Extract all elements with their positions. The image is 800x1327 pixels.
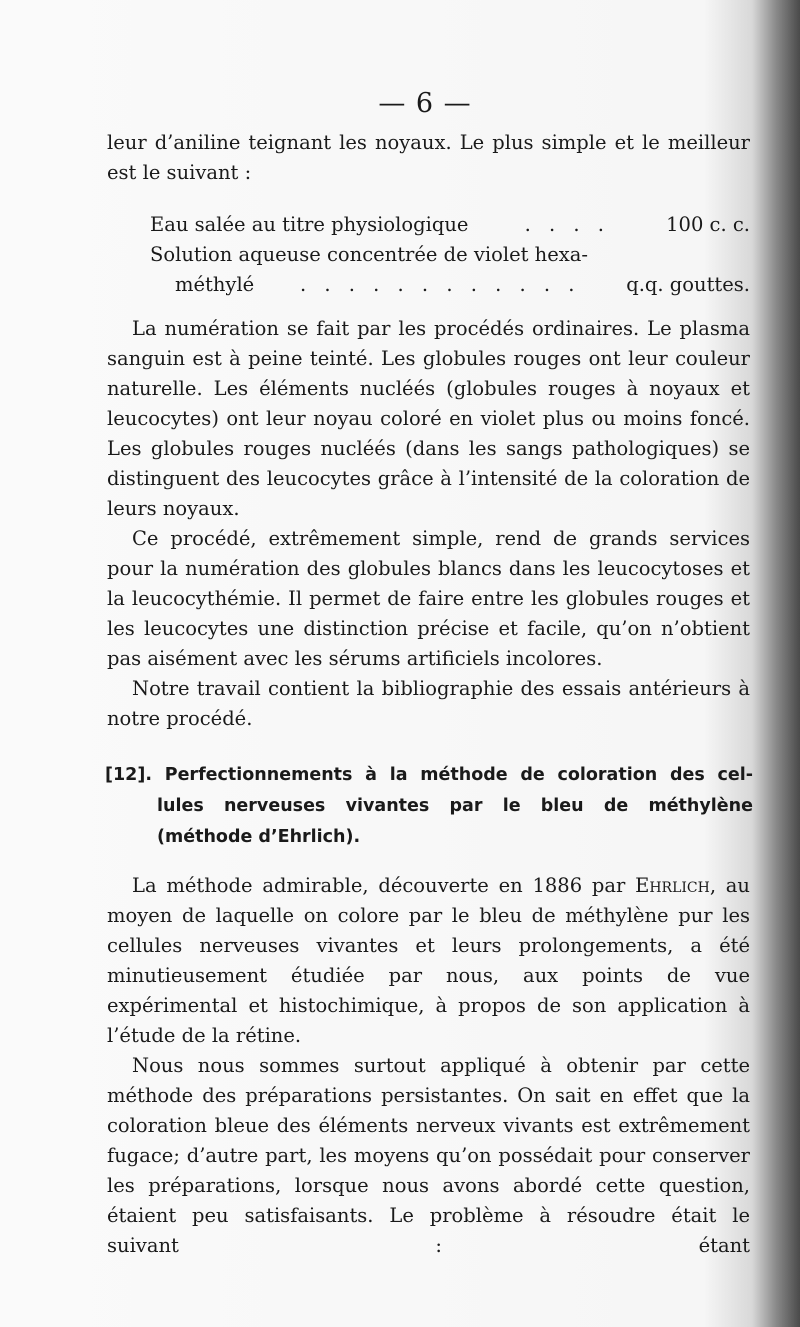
paragraph-ehrlich-method [107,871,750,1051]
recipe-item-quantity: 100 c. c. [666,213,750,236]
paragraph-bibliography: Notre travail contient la bibliographie des essais antérieurs à notre procédé. [107,677,750,730]
recipe-item-violet-line2 [150,270,750,300]
author-name: Ehrlich [635,874,710,897]
paragraph-numeration: La numération se fait par les procédés ordinaires. Le plasma sanguin est à peine teinté. Les globules rouges ont leur couleur naturelle. Les éléments nucléés (globules rouges à noyaux et leucocytes) ont leur noyau coloré en violet plus ou moins foncé. Les globules rouges nucléés (dans les sangs pathologiques) se distinguent des leucocytes grâce à l’intensité de la coloration de leurs noyaux. [107,317,750,520]
page-number: — 6 — [378,88,472,119]
body-text-block [107,314,750,734]
recipe-item-name: Eau salée au titre physiologique [150,213,469,236]
paragraph-procedure: Ce procédé, extrêmement simple, rend de grands services pour la numération des globules blancs dans les leucocytoses et la leucocythémie. Il permet de faire entre les globules rouges et les leucocytes une distinction précise et facile, qu’on n’obtient pas aisément avec les sérums artificiels incolores. [107,527,750,670]
section-body-block [107,871,750,1261]
text-run: , au moyen de laquelle on colore par le bleu de méthylène pur les cellules nerveuses vivantes et leurs prolongements, a été minutieusement étudiée par nous, aux points de vue expérimental et histochimique, à propos de son application à l’étude de la rétine. [107,874,750,1047]
section-heading-line2: lules nerveuses vivantes par le bleu de méthylène [157,796,753,816]
recipe-item-name: méthylé [175,273,255,296]
section-heading-line1: [12]. Perfectionnements à la méthode de coloration des cel- [105,765,753,785]
recipe-leader-dots: . . . . [524,213,610,236]
section-heading-line3: (méthode d’Ehrlich). [157,827,361,847]
recipe-leader-dots: . . . . . . . . . . . . [299,273,581,296]
paragraph-persistent-preparations: Nous nous sommes surtout appliqué à obtenir par cette méthode des préparations persistantes. On sait en effet que la coloration bleue des éléments nerveux vivants est extrêmement fugace; d’autre part, les moyens qu’on possédait pour conserver les préparations, lorsque nous avons abordé cette question, étaient peu satisfaisants. Le problème à résoudre était le suivant : étant [107,1054,750,1257]
recipe-item-violet-line1: Solution aqueuse concentrée de violet hexa- [150,243,588,266]
recipe-list [150,210,750,300]
section-heading [105,760,753,853]
recipe-item-quantity: q.q. gouttes. [626,273,750,296]
recipe-item-saline [150,210,750,240]
intro-text-block [107,128,750,188]
intro-paragraph: leur d’aniline teignant les noyaux. Le plus simple et le meilleur est le suivant : [107,131,750,184]
text-run: La méthode admirable, découverte en 1886 par [132,874,636,897]
